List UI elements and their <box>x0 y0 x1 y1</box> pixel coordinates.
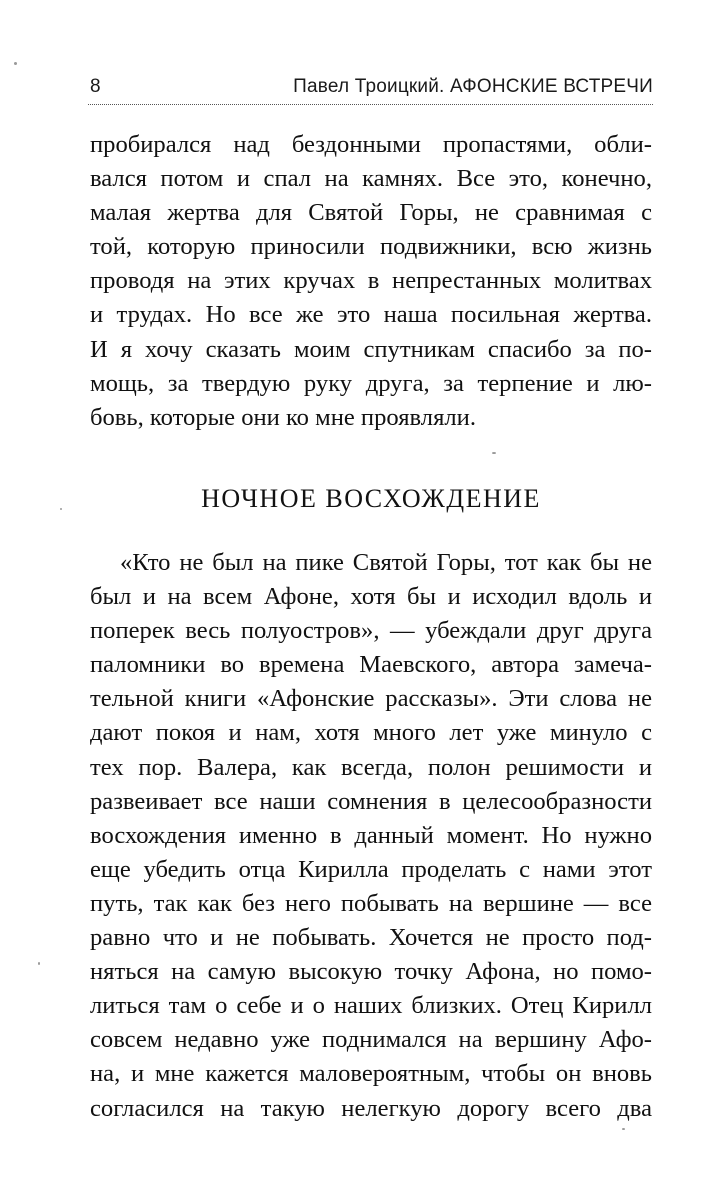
text-line: был и на всем Афоне, хотя бы и исходил вдоль и <box>90 583 652 611</box>
text-line: поперек весь полуостров», — убеждали друг друга <box>90 617 652 645</box>
text-line: тельной книги «Афонские рассказы». Эти слова не <box>90 685 652 713</box>
text-line: согласился на такую нелегкую дорогу всего два <box>90 1094 652 1122</box>
text-line: И я хочу сказать моим спутникам спасибо за по- <box>90 335 652 363</box>
scan-speck <box>492 452 496 454</box>
page-number: 8 <box>90 76 101 97</box>
scan-speck <box>14 62 17 65</box>
text-line: паломники во времена Маевского, автора замеча- <box>90 651 652 679</box>
header-rule <box>88 104 653 105</box>
text-line: малая жертва для Святой Горы, не сравнимая с <box>90 199 652 227</box>
text-line: дают покоя и нам, хотя много лет уже минуло с <box>90 719 652 747</box>
text-line: «Кто не был на пике Святой Горы, тот как бы не <box>120 549 652 576</box>
text-line: мощь, за твердую руку друга, за терпение и лю- <box>90 369 652 397</box>
text-line: восхождения именно в данный момент. Но нужно <box>90 821 652 849</box>
text-line: проводя на этих кручах в непрестанных молитвах <box>90 267 652 295</box>
text-line: литься там о себе и о наших близких. Отец Кирилл <box>90 992 652 1020</box>
text-line: тех пор. Валера, как всегда, полон решимости и <box>90 753 652 781</box>
scan-speck <box>38 962 40 965</box>
text-line: путь, так как без него побывать на вершине — все <box>90 889 652 917</box>
text-line: пробирался над бездонными пропастями, обли- <box>90 131 652 158</box>
text-line: бовь, которые они ко мне проявляли. <box>90 403 476 431</box>
text-line: вался потом и спал на камнях. Все это, конечно, <box>90 165 652 193</box>
text-line: равно что и не побывать. Хочется не просто под- <box>90 924 652 952</box>
text-line: няться на самую высокую точку Афона, но помо- <box>90 958 652 986</box>
paragraph-2 <box>90 546 652 1126</box>
text-line: еще убедить отца Кирилла проделать с нами этот <box>90 855 652 883</box>
page-header <box>88 76 653 102</box>
section-heading: НОЧНОЕ ВОСХОЖДЕНИЕ <box>201 484 541 513</box>
running-title: Павел Троицкий. АФОНСКИЕ ВСТРЕЧИ <box>293 76 653 97</box>
text-line: на, и мне кажется маловероятным, чтобы он вновь <box>90 1060 652 1088</box>
text-line: и трудах. Но все же это наша посильная жертва. <box>90 301 652 329</box>
scan-speck <box>622 1128 625 1130</box>
paragraph-1 <box>90 128 652 435</box>
text-line: совсем недавно уже поднимался на вершину Афо- <box>90 1026 652 1054</box>
scan-speck <box>60 508 62 510</box>
text-line: развеивает все наши сомнения в целесообразности <box>90 787 652 815</box>
text-line: той, которую приносили подвижники, всю жизнь <box>90 233 652 261</box>
